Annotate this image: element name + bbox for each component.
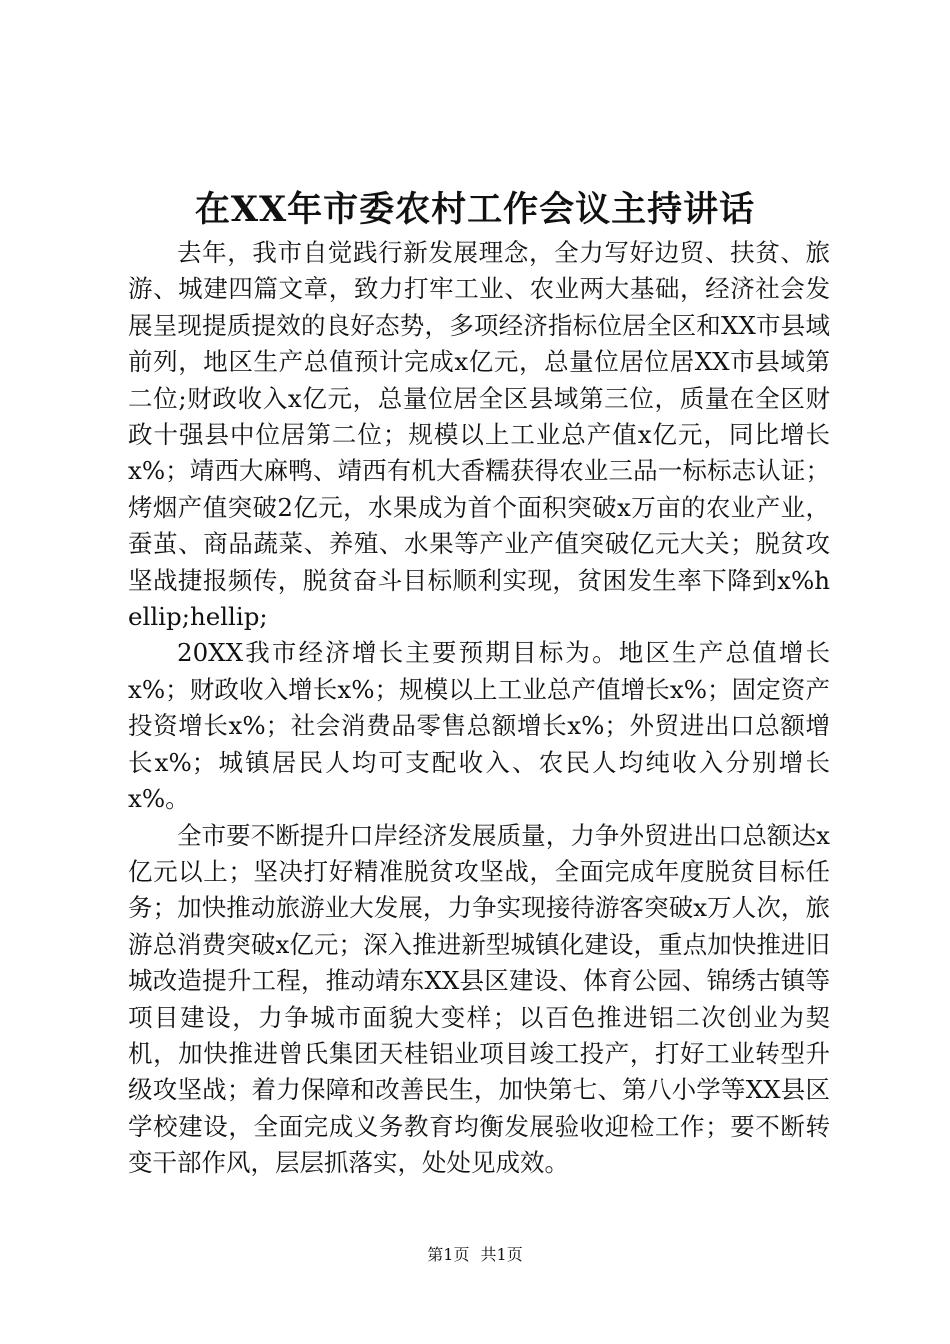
page-footer [0, 1243, 950, 1267]
paragraph-2: 20XX我市经济增长主要预期目标为。地区生产总值增长x%；财政收入增长x%；规模以上工业总产值增长x%；固定资产投资增长x%；社会消费品零售总额增长x%；外贸进出口总额增长x%；城镇居民人均可支配收入、农民人均纯收入分别增长x%。 [128, 638, 830, 814]
page-total: 共1页 [480, 1245, 523, 1264]
paragraph-3: 全市要不断提升口岸经济发展质量，力争外贸进出口总额达x亿元以上；坚决打好精准脱贫攻坚战，全面完成年度脱贫目标任务；加快推动旅游业大发展，力争实现接待游客突破x万人次，旅游总消费突破x亿元；深入推进新型城镇化建设，重点加快推进旧城改造提升工程，推动靖东XX县区建设、体育公园、锦绣古镇等项目建设，力争城市面貌大变样；以百色推进铝二次创业为契机，加快推进曾氏集团天桂铝业项目竣工投产，打好工业转型升级攻坚战；着力保障和改善民生，加快第七、第八小学等XX县区学校建设，全面完成义务教育均衡发展验收迎检工作；要不断转变干部作风，层层抓落实，处处见成效。 [128, 820, 830, 1178]
document-title: 在XX年市委农村工作会议主持讲话 [194, 189, 756, 230]
document-body [128, 235, 830, 1182]
paragraph-1: 去年，我市自觉践行新发展理念，全力写好边贸、扶贫、旅游、城建四篇文章，致力打牢工业、农业两大基础，经济社会发展呈现提质提效的良好态势，多项经济指标位居全区和XX市县域前列，地区生产总值预计完成x亿元，总量位居位居XX市县域第二位;财政收入x亿元，总量位居全区县域第三位，质量在全区财政十强县中位居第二位；规模以上工业总产值x亿元，同比增长x%；靖西大麻鸭、靖西有机大香糯获得农业三品一标标志认证；烤烟产值突破2亿元，水果成为首个面积突破x万亩的农业产业，蚕茧、商品蔬菜、养殖、水果等产业产值突破亿元大关；脱贫攻坚战捷报频传，脱贫奋斗目标顺利实现，贫困发生率下降到x%hellip;hellip; [128, 238, 830, 632]
page-number: 第1页 [427, 1245, 470, 1264]
